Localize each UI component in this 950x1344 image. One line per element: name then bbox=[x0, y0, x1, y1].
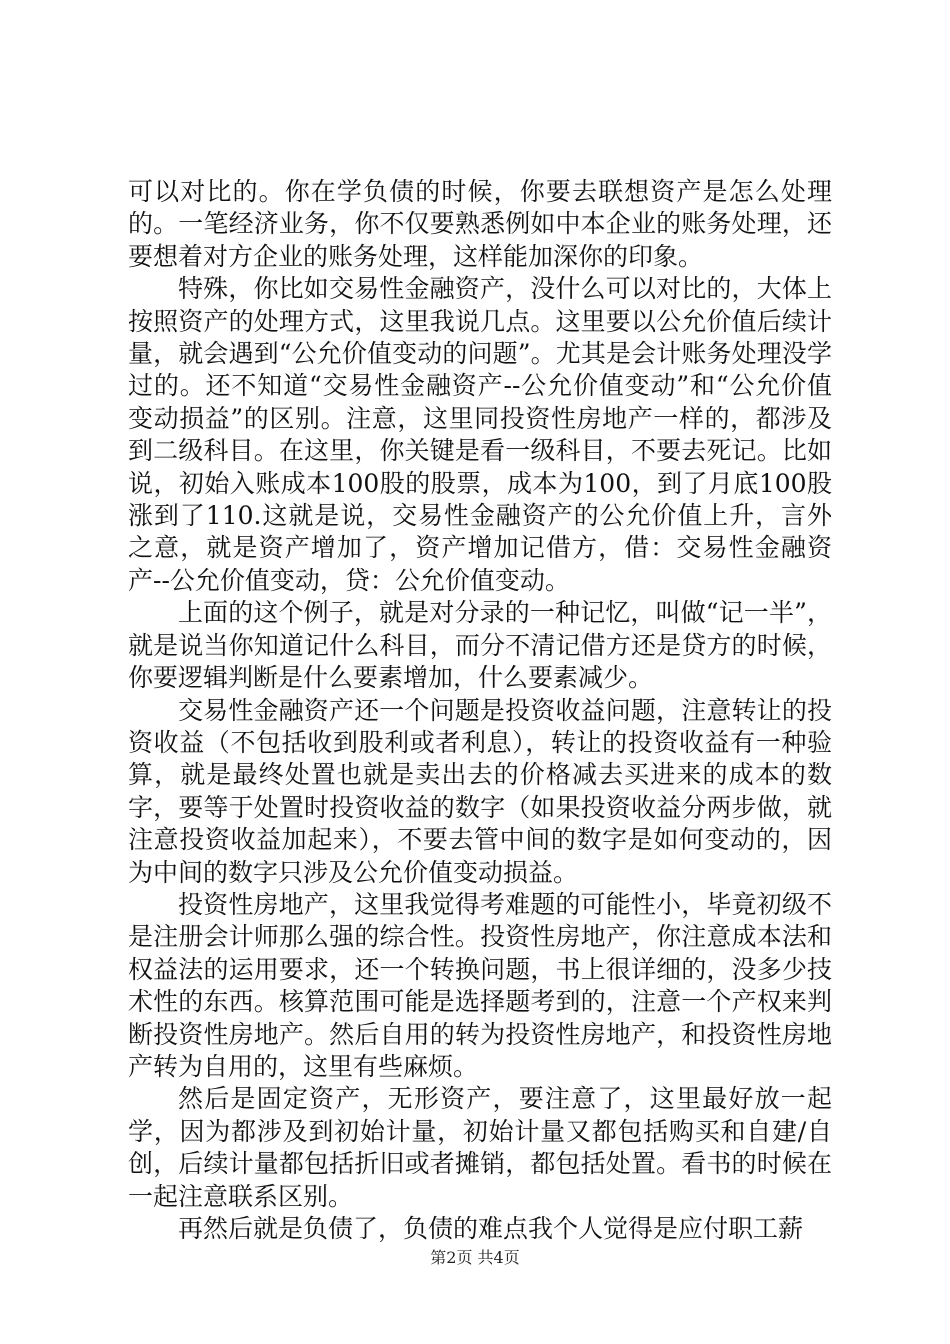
page-footer bbox=[0, 1248, 950, 1268]
paragraph-2: 特殊，你比如交易性金融资产，没什么可以对比的，大体上按照资产的处理方式，这里我说几点。这里要以公允价值后续计量，就会遇到“公允价值变动的问题”。尤其是会计账务处理没学过的。还不知道“交易性金融资产--公允价值变动”和“公允价值变动损益”的区别。注意，这里同投资性房地产一样的，都涉及到二级科目。在这里，你关键是看一级科目，不要去死记。比如说，初始入账成本100股的股票，成本为100，到了月底100股涨到了110.这就是说，交易性金融资产的公允价值上升，言外之意，就是资产增加了，资产增加记借方，借：交易性金融资产--公允价值变动，贷：公允价值变动。 bbox=[128, 274, 832, 595]
page-number-label: 第2页 共4页 bbox=[430, 1248, 520, 1267]
paragraph-1: 可以对比的。你在学负债的时候，你要去联想资产是怎么处理的。一笔经济业务，你不仅要熟悉例如中本企业的账务处理，还要想着对方企业的账务处理，这样能加深你的印象。 bbox=[128, 177, 832, 271]
body-text bbox=[128, 176, 832, 1245]
paragraph-5: 投资性房地产，这里我觉得考难题的可能性小，毕竟初级不是注册会计师那么强的综合性。投资性房地产，你注意成本法和权益法的运用要求，还一个转换问题，书上很详细的，没多少技术性的东西。核算范围可能是选择题考到的，注意一个产权来判断投资性房地产。然后自用的转为投资性房地产，和投资性房地产转为自用的，这里有些麻烦。 bbox=[128, 889, 832, 1081]
paragraph-4: 交易性金融资产还一个问题是投资收益问题，注意转让的投资收益（不包括收到股利或者利息），转让的投资收益有一种验算，就是最终处置也就是卖出去的价格减去买进来的成本的数字，要等于处置时投资收益的数字（如果投资收益分两步做，就注意投资收益加起来），不要去管中间的数字是如何变动的，因为中间的数字只涉及公允价值变动损益。 bbox=[128, 695, 832, 887]
paragraph-7: 再然后就是负债了，负债的难点我个人觉得是应付职工薪 bbox=[178, 1214, 804, 1243]
paragraph-3: 上面的这个例子，就是对分录的一种记忆，叫做“记一半”，就是说当你知道记什么科目，而分不清记借方还是贷方的时候，你要逻辑判断是什么要素增加，什么要素减少。 bbox=[128, 598, 832, 693]
paragraph-6: 然后是固定资产，无形资产，要注意了，这里最好放一起学，因为都涉及到初始计量，初始计量又都包括购买和自建/自创，后续计量都包括折旧或者摊销，都包括处置。看书的时候在一起注意联系区别。 bbox=[128, 1084, 832, 1211]
